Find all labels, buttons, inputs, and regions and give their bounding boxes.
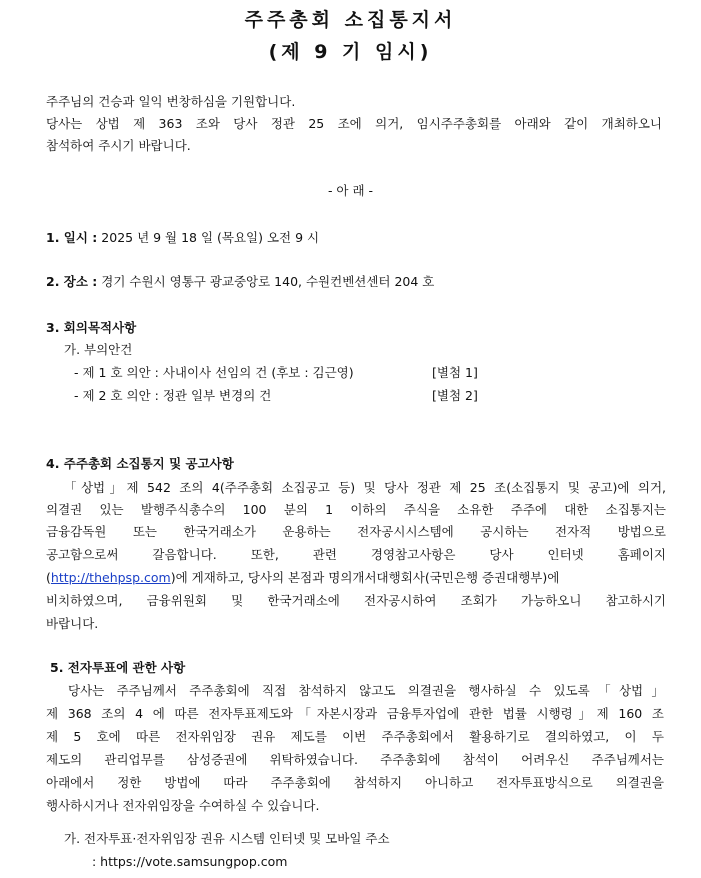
item-evote-label: 5. 전자투표에 관한 사항 xyxy=(50,660,186,675)
item-notice-label: 4. 주주총회 소집통지 및 공고사항 xyxy=(46,456,234,471)
evote-line-2: 제 368 조의 4 에 따른 전자투표제도와「자본시장과 금융투자업에 관한 법률 시행령」제 160 조 xyxy=(46,706,664,721)
item-date xyxy=(46,230,319,246)
evote-line-5: 아래에서 정한 방법에 따라 주주총회에 참석하지 아니하고 전자투표방식으로 의결권을 xyxy=(46,775,664,790)
homepage-link[interactable]: http://thehpsp.com xyxy=(50,570,171,585)
item-place-label: 2. 장소 : xyxy=(46,274,98,289)
agenda-1: - 제 1 호 의안 : 사내이사 선임의 건 (후보 : 김근영) xyxy=(74,365,354,380)
item-agenda-sub: 가. 부의안건 xyxy=(64,342,133,357)
evote-line-4: 제도의 관리업무를 삼성증권에 위탁하였습니다. 주주총회에 참석이 어려우신 주주님께서는 xyxy=(46,752,664,767)
agenda-2-ref: [별첨 2] xyxy=(432,388,478,403)
item-agenda-label: 3. 회의목적사항 xyxy=(46,320,137,335)
item-place xyxy=(46,274,434,290)
notice-line-6: 비치하였으며, 금융위원회 및 한국거래소에 전자공시하여 조회가 가능하오니 참고하시기 xyxy=(46,593,666,608)
agenda-1-ref: [별첨 1] xyxy=(432,365,478,380)
notice-line-3: 금융감독원 또는 한국거래소가 운용하는 전자공시시스템에 공시하는 전자적 방법으로 xyxy=(46,524,666,539)
item-place-value: 경기 수원시 영통구 광교중앙로 140, 수원컨벤션센터 204 호 xyxy=(101,274,435,289)
agenda-2: - 제 2 호 의안 : 정관 일부 변경의 건 xyxy=(74,388,272,403)
evote-line-6: 행사하시거나 전자위임장을 수여하실 수 있습니다. xyxy=(46,798,320,813)
item-date-label: 1. 일시 : xyxy=(46,230,98,245)
evote-url: : https://vote.samsungpop.com xyxy=(92,854,288,869)
intro-line-2: 당사는 상법 제 363 조와 당사 정관 25 조에 의거, 임시주주총회를 아래와 같이 개최하오니 xyxy=(46,116,662,131)
notice-open-paren: ( xyxy=(46,570,51,585)
intro-line-1: 주주님의 건승과 일익 번창하심을 기원합니다. xyxy=(46,94,296,109)
notice-line-5-rest: )에 게재하고, 당사의 본점과 명의개서대행회사(국민은행 증권대행부)에 xyxy=(170,570,560,585)
evote-sub: 가. 전자투표·전자위임장 권유 시스템 인터넷 및 모바일 주소 xyxy=(64,831,390,846)
notice-line-7: 바랍니다. xyxy=(46,616,99,631)
notice-line-1: 「상법」제 542 조의 4(주주총회 소집공고 등) 및 당사 정관 제 25 조(소집통지 및 공고)에 의거, xyxy=(64,480,666,495)
item-date-value: 2025 년 9 월 18 일 (목요일) 오전 9 시 xyxy=(101,230,320,245)
evote-line-1: 당사는 주주님께서 주주총회에 직접 참석하지 않고도 의결권을 행사하실 수 있도록「상법」 xyxy=(68,683,664,698)
notice-line-5 xyxy=(46,570,559,586)
evote-line-3: 제 5 호에 따른 전자위임장 권유 제도를 이번 주주총회에서 활용하기로 결의하였고, 이 두 xyxy=(46,729,664,744)
intro-line-3: 참석하여 주시기 바랍니다. xyxy=(46,138,191,153)
notice-line-2: 의결권 있는 발행주식총수의 100 분의 1 이하의 주식을 소유한 주주에 대한 소집통지는 xyxy=(46,502,666,517)
notice-line-4: 공고함으로써 갈음합니다. 또한, 관련 경영참고사항은 당사 인터넷 홈페이지 xyxy=(46,547,666,562)
page-title: 주주총회 소집통지서 xyxy=(244,9,457,31)
page-subtitle: (제 9 기 임시) xyxy=(268,41,433,63)
below-heading: - 아 래 - xyxy=(327,183,374,198)
